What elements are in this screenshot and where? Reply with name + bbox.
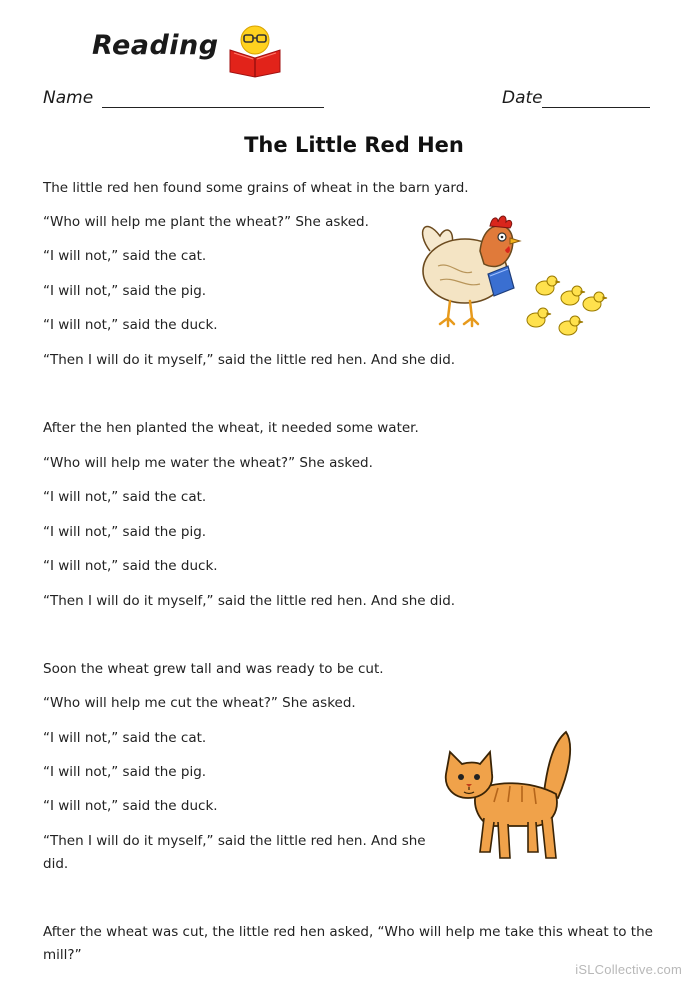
name-label: Name bbox=[43, 88, 94, 108]
story-line: “I will not,” said the pig. bbox=[43, 283, 207, 299]
story-line: “Then I will do it myself,” said the little red hen. And she bbox=[43, 833, 426, 849]
site-watermark: iSLCollective.com bbox=[575, 962, 682, 977]
story-line: “I will not,” said the cat. bbox=[43, 730, 207, 746]
story-title: The Little Red Hen bbox=[244, 133, 464, 157]
story-line: “Who will help me cut the wheat?” She asked. bbox=[43, 695, 356, 711]
story-line: “I will not,” said the pig. bbox=[43, 524, 207, 540]
story-line: did. bbox=[43, 856, 69, 872]
date-blank-line[interactable] bbox=[542, 107, 650, 108]
story-line: “I will not,” said the duck. bbox=[43, 798, 218, 814]
story-line: Soon the wheat grew tall and was ready to be cut. bbox=[43, 661, 384, 677]
hen-with-chicks-illustration bbox=[410, 206, 610, 346]
story-line: “Then I will do it myself,” said the little red hen. And she did. bbox=[43, 352, 456, 368]
date-label: Date bbox=[502, 88, 543, 108]
story-line: “Who will help me water the wheat?” She asked. bbox=[43, 455, 373, 471]
worksheet-heading: Reading bbox=[92, 30, 219, 61]
cat-illustration bbox=[436, 722, 586, 872]
story-line: The little red hen found some grains of wheat in the barn yard. bbox=[43, 180, 469, 196]
story-line: “I will not,” said the duck. bbox=[43, 558, 218, 574]
story-line: “Then I will do it myself,” said the little red hen. And she did. bbox=[43, 593, 456, 609]
story-line: “I will not,” said the cat. bbox=[43, 489, 207, 505]
story-line: mill?” bbox=[43, 947, 82, 963]
reading-emoji-icon bbox=[224, 20, 286, 78]
story-line: “I will not,” said the cat. bbox=[43, 248, 207, 264]
story-line: “I will not,” said the pig. bbox=[43, 764, 207, 780]
story-line: “Who will help me plant the wheat?” She asked. bbox=[43, 214, 369, 230]
story-line: After the hen planted the wheat, it needed some water. bbox=[43, 420, 419, 436]
name-blank-line[interactable] bbox=[102, 107, 324, 108]
story-line: “I will not,” said the duck. bbox=[43, 317, 218, 333]
story-line: After the wheat was cut, the little red hen asked, “Who will help me take this wheat to the bbox=[43, 924, 653, 940]
